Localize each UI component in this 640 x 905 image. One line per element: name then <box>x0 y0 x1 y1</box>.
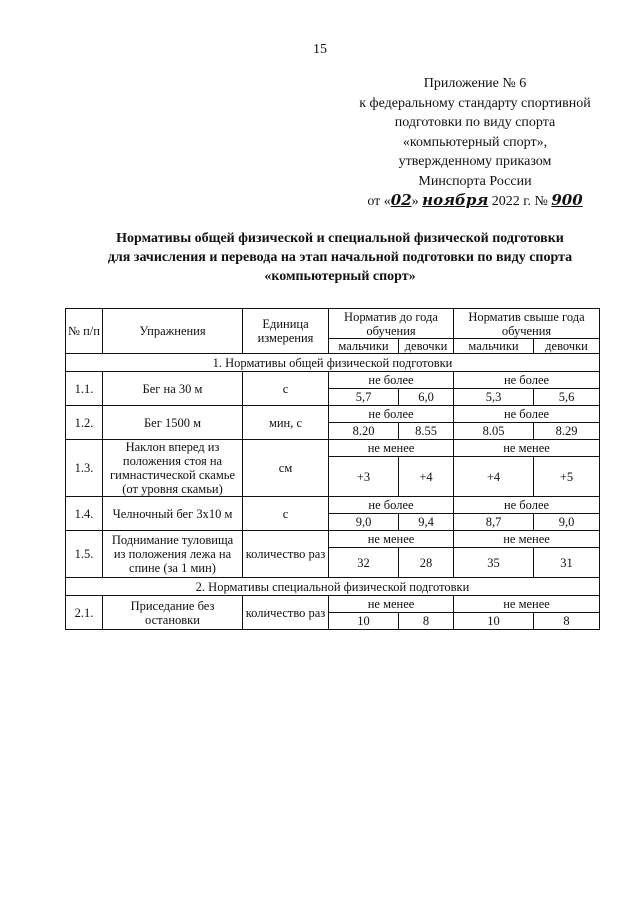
exercise-name: Поднимание туловища из положения лежа на спине (за 1 мин) <box>103 531 243 578</box>
condition-cell: не более <box>329 497 454 514</box>
value-cell: 8 <box>534 613 600 630</box>
value-cell: 35 <box>454 548 534 578</box>
exercise-name: Бег на 30 м <box>103 372 243 406</box>
condition-cell: не более <box>329 406 454 423</box>
condition-cell: не менее <box>454 440 600 457</box>
title-line: для зачисления и перевода на этап начальной подготовки по виду спорта <box>107 250 573 265</box>
appendix-line: подготовки по виду спорта <box>394 115 556 130</box>
norms-table <box>65 308 600 630</box>
condition-cell: не менее <box>454 596 600 613</box>
exercise-name: Приседание без остановки <box>103 596 243 630</box>
date-year: 2022 г. № <box>491 194 548 209</box>
condition-cell: не более <box>329 372 454 389</box>
value-cell: 10 <box>329 613 399 630</box>
header-group-under-year: Норматив до года обучения <box>329 309 454 339</box>
unit-cell: мин, с <box>243 406 329 440</box>
value-cell: 31 <box>534 548 600 578</box>
page-number: 15 <box>313 42 327 57</box>
value-cell: +3 <box>329 457 399 497</box>
header-boys: мальчики <box>329 339 399 354</box>
header-girls: девочки <box>399 339 454 354</box>
condition-cell: не менее <box>454 531 600 548</box>
row-number: 1.2. <box>66 406 103 440</box>
unit-cell: см <box>243 440 329 497</box>
condition-cell: не более <box>454 372 600 389</box>
appendix-line: Минспорта России <box>418 173 532 189</box>
unit-cell: количество раз <box>243 596 329 630</box>
value-cell: 8 <box>399 613 454 630</box>
appendix-line: Приложение № 6 <box>423 76 527 91</box>
value-cell: 9,0 <box>534 514 600 531</box>
value-cell: 32 <box>329 548 399 578</box>
appendix-line: к федеральному стандарту спортивной <box>359 95 591 111</box>
row-number: 2.1. <box>66 596 103 630</box>
header-girls: девочки <box>534 339 600 354</box>
document-title <box>60 229 620 286</box>
value-cell: 5,7 <box>329 389 399 406</box>
value-cell: +4 <box>399 457 454 497</box>
value-cell: 5,3 <box>454 389 534 406</box>
appendix-header <box>330 74 620 212</box>
title-line: Нормативы общей физической и специальной физической подготовки <box>116 231 564 246</box>
value-cell: 8.20 <box>329 423 399 440</box>
condition-cell: не менее <box>329 440 454 457</box>
appendix-line: утвержденному приказом <box>398 154 552 169</box>
value-cell: 10 <box>454 613 534 630</box>
date-prefix: от « <box>367 194 391 209</box>
exercise-name: Наклон вперед из положения стоя на гимнастической скамье (от уровня скамьи) <box>103 440 243 497</box>
header-boys: мальчики <box>454 339 534 354</box>
row-number: 1.5. <box>66 531 103 578</box>
unit-cell: с <box>243 497 329 531</box>
condition-cell: не менее <box>329 531 454 548</box>
handwritten-month: ноября <box>422 191 489 209</box>
row-number: 1.1. <box>66 372 103 406</box>
date-mid: » <box>411 194 419 209</box>
unit-cell: количество раз <box>243 531 329 578</box>
value-cell: 28 <box>399 548 454 578</box>
exercise-name: Челночный бег 3x10 м <box>103 497 243 531</box>
value-cell: 5,6 <box>534 389 600 406</box>
unit-cell: с <box>243 372 329 406</box>
value-cell: 8.55 <box>399 423 454 440</box>
condition-cell: не более <box>454 497 600 514</box>
value-cell: 9,0 <box>329 514 399 531</box>
section-heading: 1. Нормативы общей физической подготовки <box>66 354 600 372</box>
header-group-over-year: Норматив свыше года обучения <box>454 309 600 339</box>
header-exercise: Упражнения <box>103 309 243 354</box>
value-cell: +5 <box>534 457 600 497</box>
section-heading: 2. Нормативы специальной физической подготовки <box>66 578 600 596</box>
row-number: 1.3. <box>66 440 103 497</box>
value-cell: 8.29 <box>534 423 600 440</box>
handwritten-order-number: 900 <box>551 191 583 209</box>
header-unit: Единица измерения <box>243 309 329 354</box>
value-cell: +4 <box>454 457 534 497</box>
row-number: 1.4. <box>66 497 103 531</box>
value-cell: 9,4 <box>399 514 454 531</box>
condition-cell: не менее <box>329 596 454 613</box>
order-date-line <box>330 191 620 212</box>
appendix-line: «компьютерный спорт», <box>402 134 548 150</box>
value-cell: 8.05 <box>454 423 534 440</box>
header-num: № п/п <box>66 309 103 354</box>
value-cell: 8,7 <box>454 514 534 531</box>
title-line: «компьютерный спорт» <box>264 269 416 284</box>
handwritten-day: 02 <box>390 191 412 209</box>
value-cell: 6,0 <box>399 389 454 406</box>
exercise-name: Бег 1500 м <box>103 406 243 440</box>
condition-cell: не более <box>454 406 600 423</box>
